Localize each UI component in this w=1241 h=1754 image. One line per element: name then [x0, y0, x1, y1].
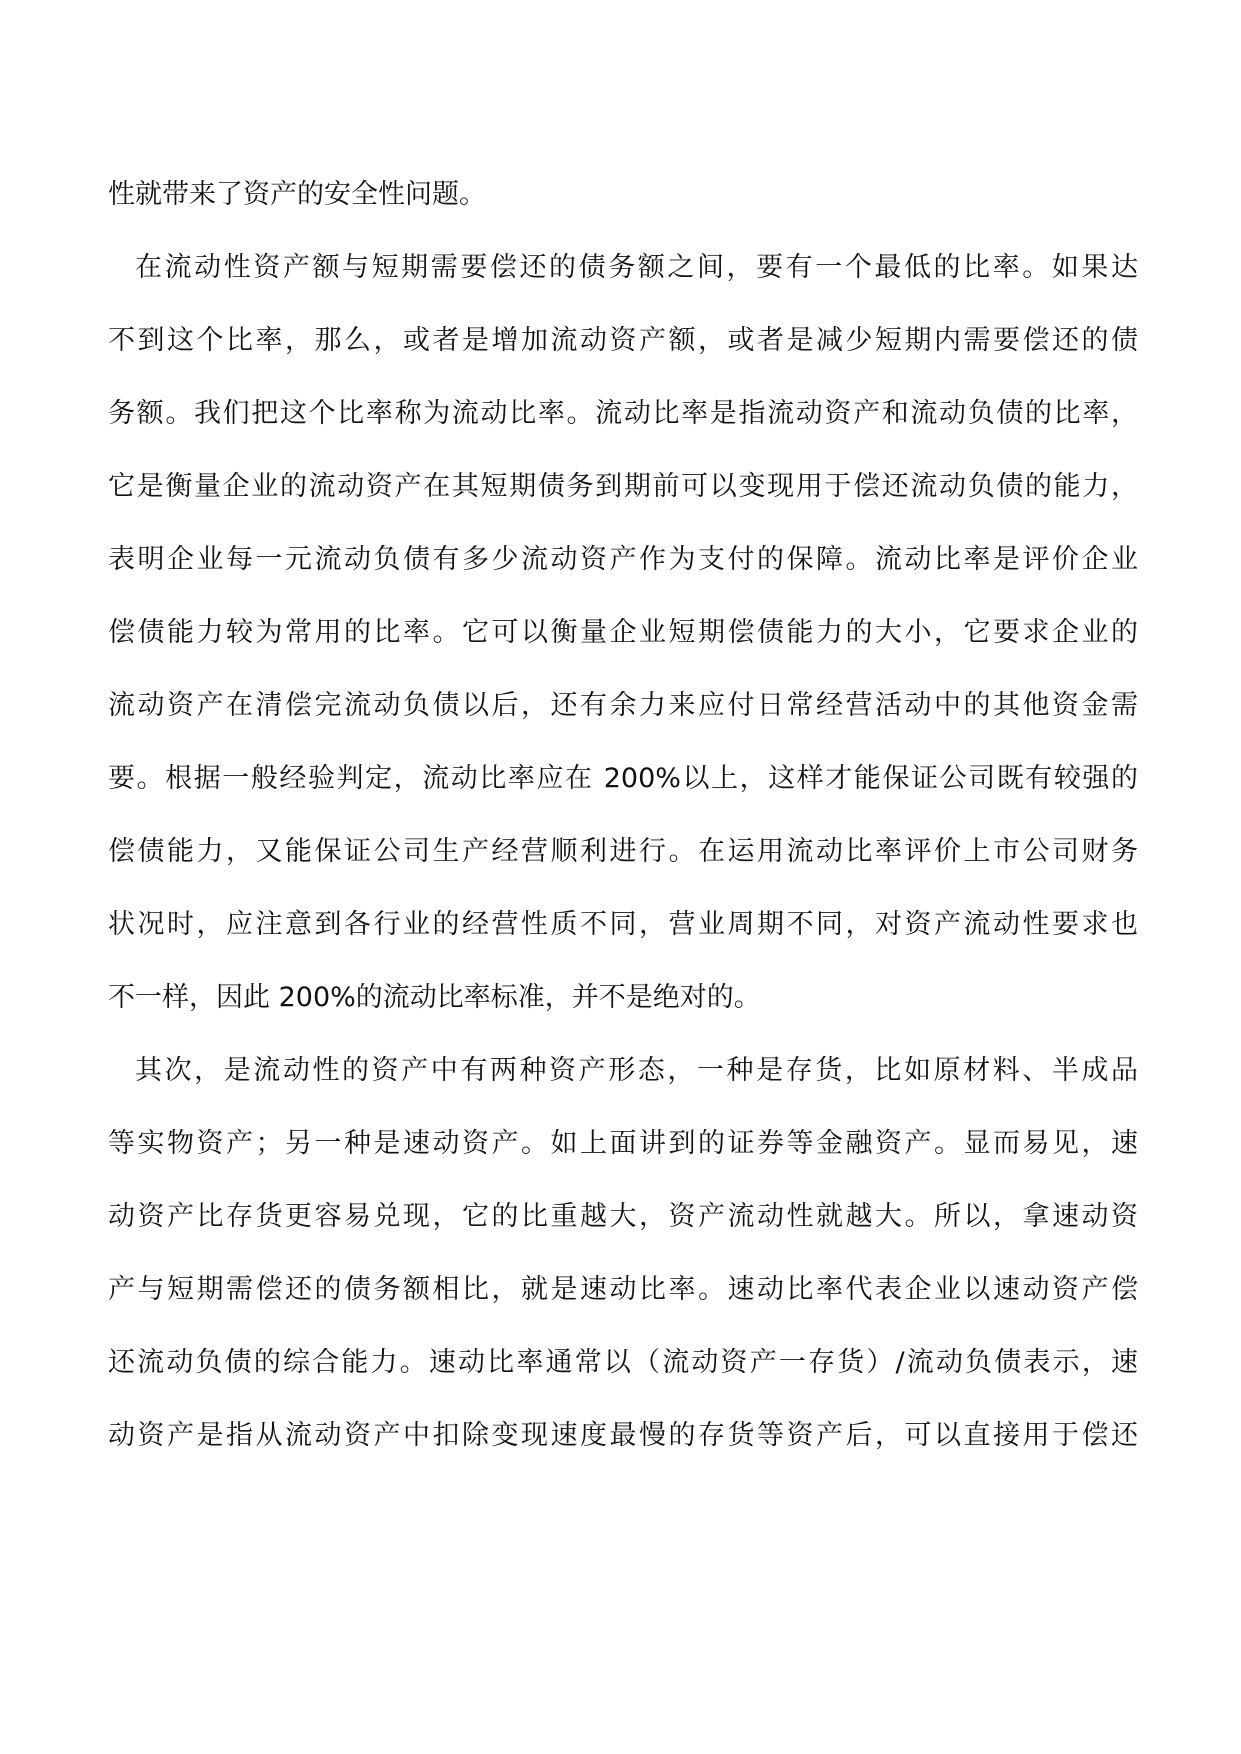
paragraph-3-line-4: 产与短期需偿还的债务额相比，就是速动比率。速动比率代表企业以速动资产偿: [108, 1274, 1138, 1305]
paragraph-3-line-6: 动资产是指从流动资产中扣除变现速度最慢的存货等资产后，可以直接用于偿还: [108, 1420, 1138, 1451]
paragraph-2-line-8: 要。根据一般经验判定，流动比率应在 200%以上，这样才能保证公司既有较强的: [108, 763, 1138, 794]
paragraph-2-line-7: 流动资产在清偿完流动负债以后，还有余力来应付日常经营活动中的其他资金需: [108, 690, 1138, 721]
paragraph-3-line-2: 等实物资产；另一种是速动资产。如上面讲到的证券等金融资产。显而易见，速: [108, 1128, 1138, 1159]
paragraph-2-line-2: 不到这个比率，那么，或者是增加流动资产额，或者是减少短期内需要偿还的债: [108, 325, 1138, 356]
paragraph-3-line-1: 其次，是流动性的资产中有两种资产形态，一种是存货，比如原材料、半成品: [135, 1055, 1138, 1086]
paragraph-2-line-11: 不一样，因此 200%的流动比率标准，并不是绝对的。: [108, 982, 761, 1013]
paragraph-3-line-5: 还流动负债的综合能力。速动比率通常以（流动资产一存货）/流动负债表示，速: [108, 1347, 1138, 1378]
paragraph-3-line-3: 动资产比存货更容易兑现，它的比重越大，资产流动性就越大。所以，拿速动资: [108, 1201, 1138, 1232]
paragraph-2-line-3: 务额。我们把这个比率称为流动比率。流动比率是指流动资产和流动负债的比率，: [108, 398, 1138, 429]
body-text: [108, 158, 1138, 1472]
paragraph-2-line-6: 偿债能力较为常用的比率。它可以衡量企业短期偿债能力的大小，它要求企业的: [108, 617, 1138, 648]
paragraph-2-line-1: 在流动性资产额与短期需要偿还的债务额之间，要有一个最低的比率。如果达: [135, 252, 1138, 283]
paragraph-2-line-4: 它是衡量企业的流动资产在其短期债务到期前可以变现用于偿还流动负债的能力，: [108, 471, 1138, 502]
paragraph-2-line-9: 偿债能力，又能保证公司生产经营顺利进行。在运用流动比率评价上市公司财务: [108, 836, 1138, 867]
paragraph-2-line-5: 表明企业每一元流动负债有多少流动资产作为支付的保障。流动比率是评价企业: [108, 544, 1138, 575]
paragraph-2-line-10: 状况时，应注意到各行业的经营性质不同，营业周期不同，对资产流动性要求也: [108, 909, 1138, 940]
paragraph-1-line-1: 性就带来了资产的安全性问题。: [108, 179, 486, 210]
